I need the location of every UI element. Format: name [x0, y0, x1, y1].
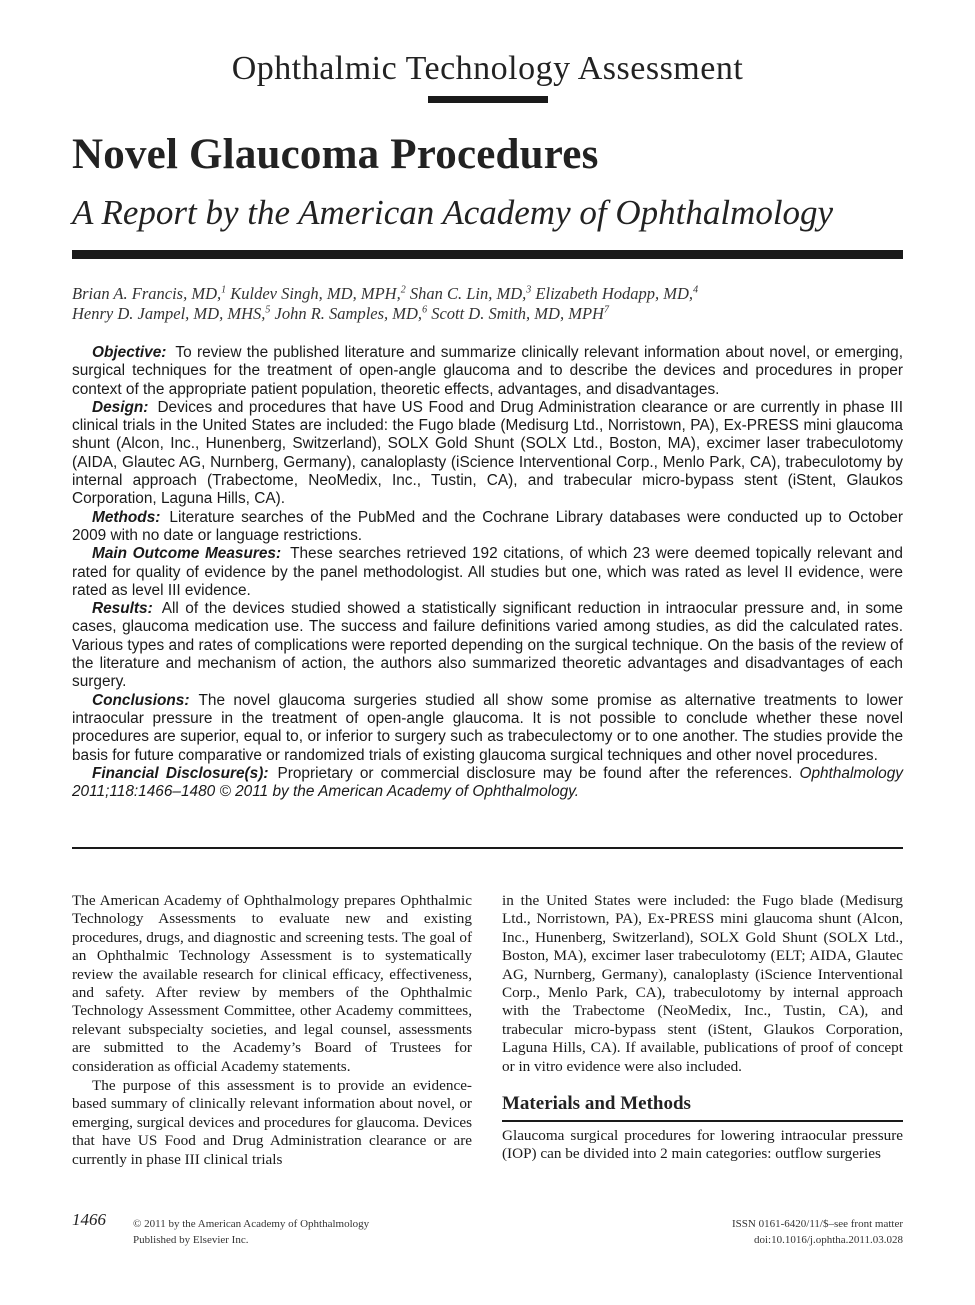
author: Elizabeth Hodapp, MD,$^4$: [535, 284, 699, 303]
article-subtitle: A Report by the American Academy of Ophthalmology: [72, 193, 834, 232]
author-list: [72, 284, 912, 324]
abstract-label: Results:: [92, 600, 153, 618]
abstract-label: Design:: [92, 398, 149, 416]
body-paragraph: The purpose of this assessment is to provide an evidence-based summary of clinically relevant information about novel, or emerging, surgical devices and procedures for glaucoma. Devices that have US Food and Drug Administration clearance or are currently in phase III clinical trials: [72, 1077, 472, 1168]
issn-line: ISSN 0161-6420/11/$–see front matter: [732, 1218, 903, 1230]
abstract-label: Financial Disclosure(s):: [92, 764, 269, 782]
page-number: 1466: [72, 1210, 106, 1229]
footer-issn: [732, 1216, 903, 1248]
title-rule: [72, 250, 903, 259]
author: Scott D. Smith, MD, MPH$^7$: [431, 304, 609, 323]
abstract: [72, 344, 903, 801]
article-title: Novel Glaucoma Procedures: [72, 131, 599, 178]
body-paragraph: The American Academy of Ophthalmology prepares Ophthalmic Technology Assessments to evaluate new and existing procedures, drugs, and diagnostic and screening tests. The goal of an Ophthalmic Technology Assessment is to systematically review the available research for clinical efficacy, effectiveness, and safety. After review by members of the Ophthalmic Technology Assessment Committee, other Academy committees, relevant subspecialty societies, and legal counsel, assessments are submitted to the Academy’s Board of Trustees for consideration as official Academy statements.: [72, 892, 472, 1075]
section-rule: [428, 96, 548, 103]
body-paragraph: Glaucoma surgical procedures for lowering intraocular pressure (IOP) can be divided into 2 main categories: outflow surgeries: [502, 1127, 903, 1163]
abstract-design: Design: Devices and procedures that have US Food and Drug Administration clearance or are currently in phase III clinical trials in the United States are included: the Fugo blade (Medisurg Ltd., Norristown, PA), Ex-PRESS mini glaucoma shunt (Alcon, Inc., Hunenberg, Switzerland), SOLX Gold Shunt (SOLX Ltd., Boston, MA), excimer laser trabeculotomy (AIDA, Glautec AG, Nurnberg, Germany), canaloplasty (iScience Interventional Corp., Menlo Park, CA), trabeculotomy by internal approach (Trabectome, NeoMedix, Inc., Tustin, CA), and trabecular micro-bypass stent (iStent, Glaukos Corporation, Laguna Hills, CA).: [72, 398, 903, 508]
author: Kuldev Singh, MD, MPH,$^2$: [230, 284, 406, 303]
abstract-results: Results: All of the devices studied showed a statistically significant reduction in intraocular pressure and, in some cases, glaucoma medication use. The success and failure definitions varied among studies, as did the calculated rates. Various types and rates of complications were reported depending on the surgical technique. On the basis of the review of the literature and mechanism of action, the authors also summarized theoretic advantages and disadvantages of each surgery.: [72, 600, 903, 691]
abstract-conclusions: Conclusions: The novel glaucoma surgeries studied all show some promise as alternative treatments to lower intraocular pressure in the treatment of open-angle glaucoma. It is not possible to conclude whether these novel procedures are superior, equal to, or inferior to surgery such as trabeculectomy or to one another. The studies provide the basis for future comparative or randomized trials of existing glaucoma surgical techniques and other novel procedures.: [72, 691, 903, 764]
abstract-disclosure: Financial Disclosure(s): Proprietary or commercial disclosure may be found after the references. Ophthalmology 2011;118:1466–1480 © 2011 by the American Academy of Ophthalmology.: [72, 764, 903, 801]
abstract-label: Methods:: [92, 508, 161, 526]
body-paragraph: in the United States were included: the Fugo blade (Medisurg Ltd., Norristown, PA), Ex-PRESS mini glaucoma shunt (Alcon, Inc., Hunenberg, Switzerland), SOLX Gold Shunt (SOLX Ltd., Boston, MA), excimer laser trabeculotomy (ELT; AIDA, Glautec AG, Nurnberg, Germany), canaloplasty (iScience Interventional Corp., Menlo Park, CA), trabeculotomy by internal approach with the Trabectome (NeoMedix, Inc., Tustin, CA), and trabecular micro-bypass stent (iStent, Glaukos Corporation, Laguna Hills, CA). If available, publications of proof of concept or in vitro evidence were also included.: [502, 892, 903, 1075]
abstract-label: Objective:: [92, 344, 167, 361]
section-heading-rule: [502, 1120, 903, 1122]
footer-copyright: [133, 1216, 369, 1248]
doi-line: doi:10.1016/j.ophtha.2011.03.028: [753, 1234, 903, 1246]
author: Brian A. Francis, MD,$^1$: [72, 284, 227, 303]
abstract-objective: Objective: To review the published literature and summarize clinically relevant information about novel, or emerging, surgical techniques for the treatment of open-angle glaucoma and to describe the devices and procedures in proper context of the appropriate patient population, theoretic effects, advantages, and disadvantages.: [72, 344, 903, 398]
body-column-right: [502, 892, 903, 1164]
copyright-line: © 2011 by the American Academy of Ophthalmology: [133, 1218, 370, 1230]
abstract-rule: [72, 847, 903, 849]
publisher-line: Published by Elsevier Inc.: [133, 1234, 249, 1246]
section-heading-materials-methods: Materials and Methods: [502, 1093, 691, 1115]
author: Shan C. Lin, MD,$^3$: [409, 284, 532, 303]
author: John R. Samples, MD,$^6$: [274, 304, 428, 323]
abstract-label: Main Outcome Measures:: [92, 545, 282, 563]
abstract-outcome-measures: Main Outcome Measures: These searches retrieved 192 citations, of which 23 were deemed topically relevant and rated for quality of evidence by the panel methodologist. All studies but one, which was rated as level II evidence, were rated as level III evidence.: [72, 545, 903, 599]
section-heading: Ophthalmic Technology Assessment: [231, 50, 744, 87]
abstract-label: Conclusions:: [92, 691, 190, 709]
body-column-left: [72, 892, 472, 1169]
abstract-methods: Methods: Literature searches of the PubMed and the Cochrane Library databases were conducted up to October 2009 with no date or language restrictions.: [72, 508, 903, 544]
author: Henry D. Jampel, MD, MHS,$^5$: [72, 304, 271, 323]
journal-citation: Ophthalmology 2011;118:1466–1480 © 2011 by the American Academy of Ophthalmology.: [72, 764, 903, 801]
